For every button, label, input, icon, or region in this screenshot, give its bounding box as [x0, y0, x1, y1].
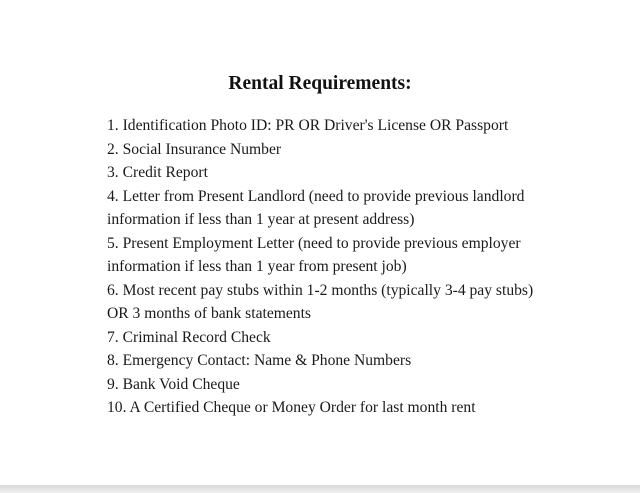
- requirement-item: 4. Letter from Present Landlord (need to provide previous landlord information if less than 1 year at present address): [107, 187, 525, 228]
- requirements-list: [107, 114, 547, 420]
- requirement-item: 7. Criminal Record Check: [107, 328, 271, 346]
- document-title: Rental Requirements:: [228, 73, 412, 94]
- requirement-item: 1. Identification Photo ID: PR OR Driver's License OR Passport: [107, 117, 509, 134]
- requirement-item: 6. Most recent pay stubs within 1-2 months (typically 3-4 pay stubs) OR 3 months of bank statements: [107, 281, 534, 322]
- requirement-item: 3. Credit Report: [107, 164, 208, 181]
- requirement-item: 8. Emergency Contact: Name & Phone Numbers: [107, 352, 412, 369]
- requirement-item: 10. A Certified Cheque or Money Order for last month rent: [107, 399, 476, 416]
- requirement-item: 9. Bank Void Cheque: [107, 375, 240, 393]
- page-bottom-edge: [0, 485, 640, 493]
- requirement-item: 2. Social Insurance Number: [107, 140, 282, 158]
- requirement-item: 5. Present Employment Letter (need to provide previous employer information if less than 1 year from present job): [107, 234, 521, 275]
